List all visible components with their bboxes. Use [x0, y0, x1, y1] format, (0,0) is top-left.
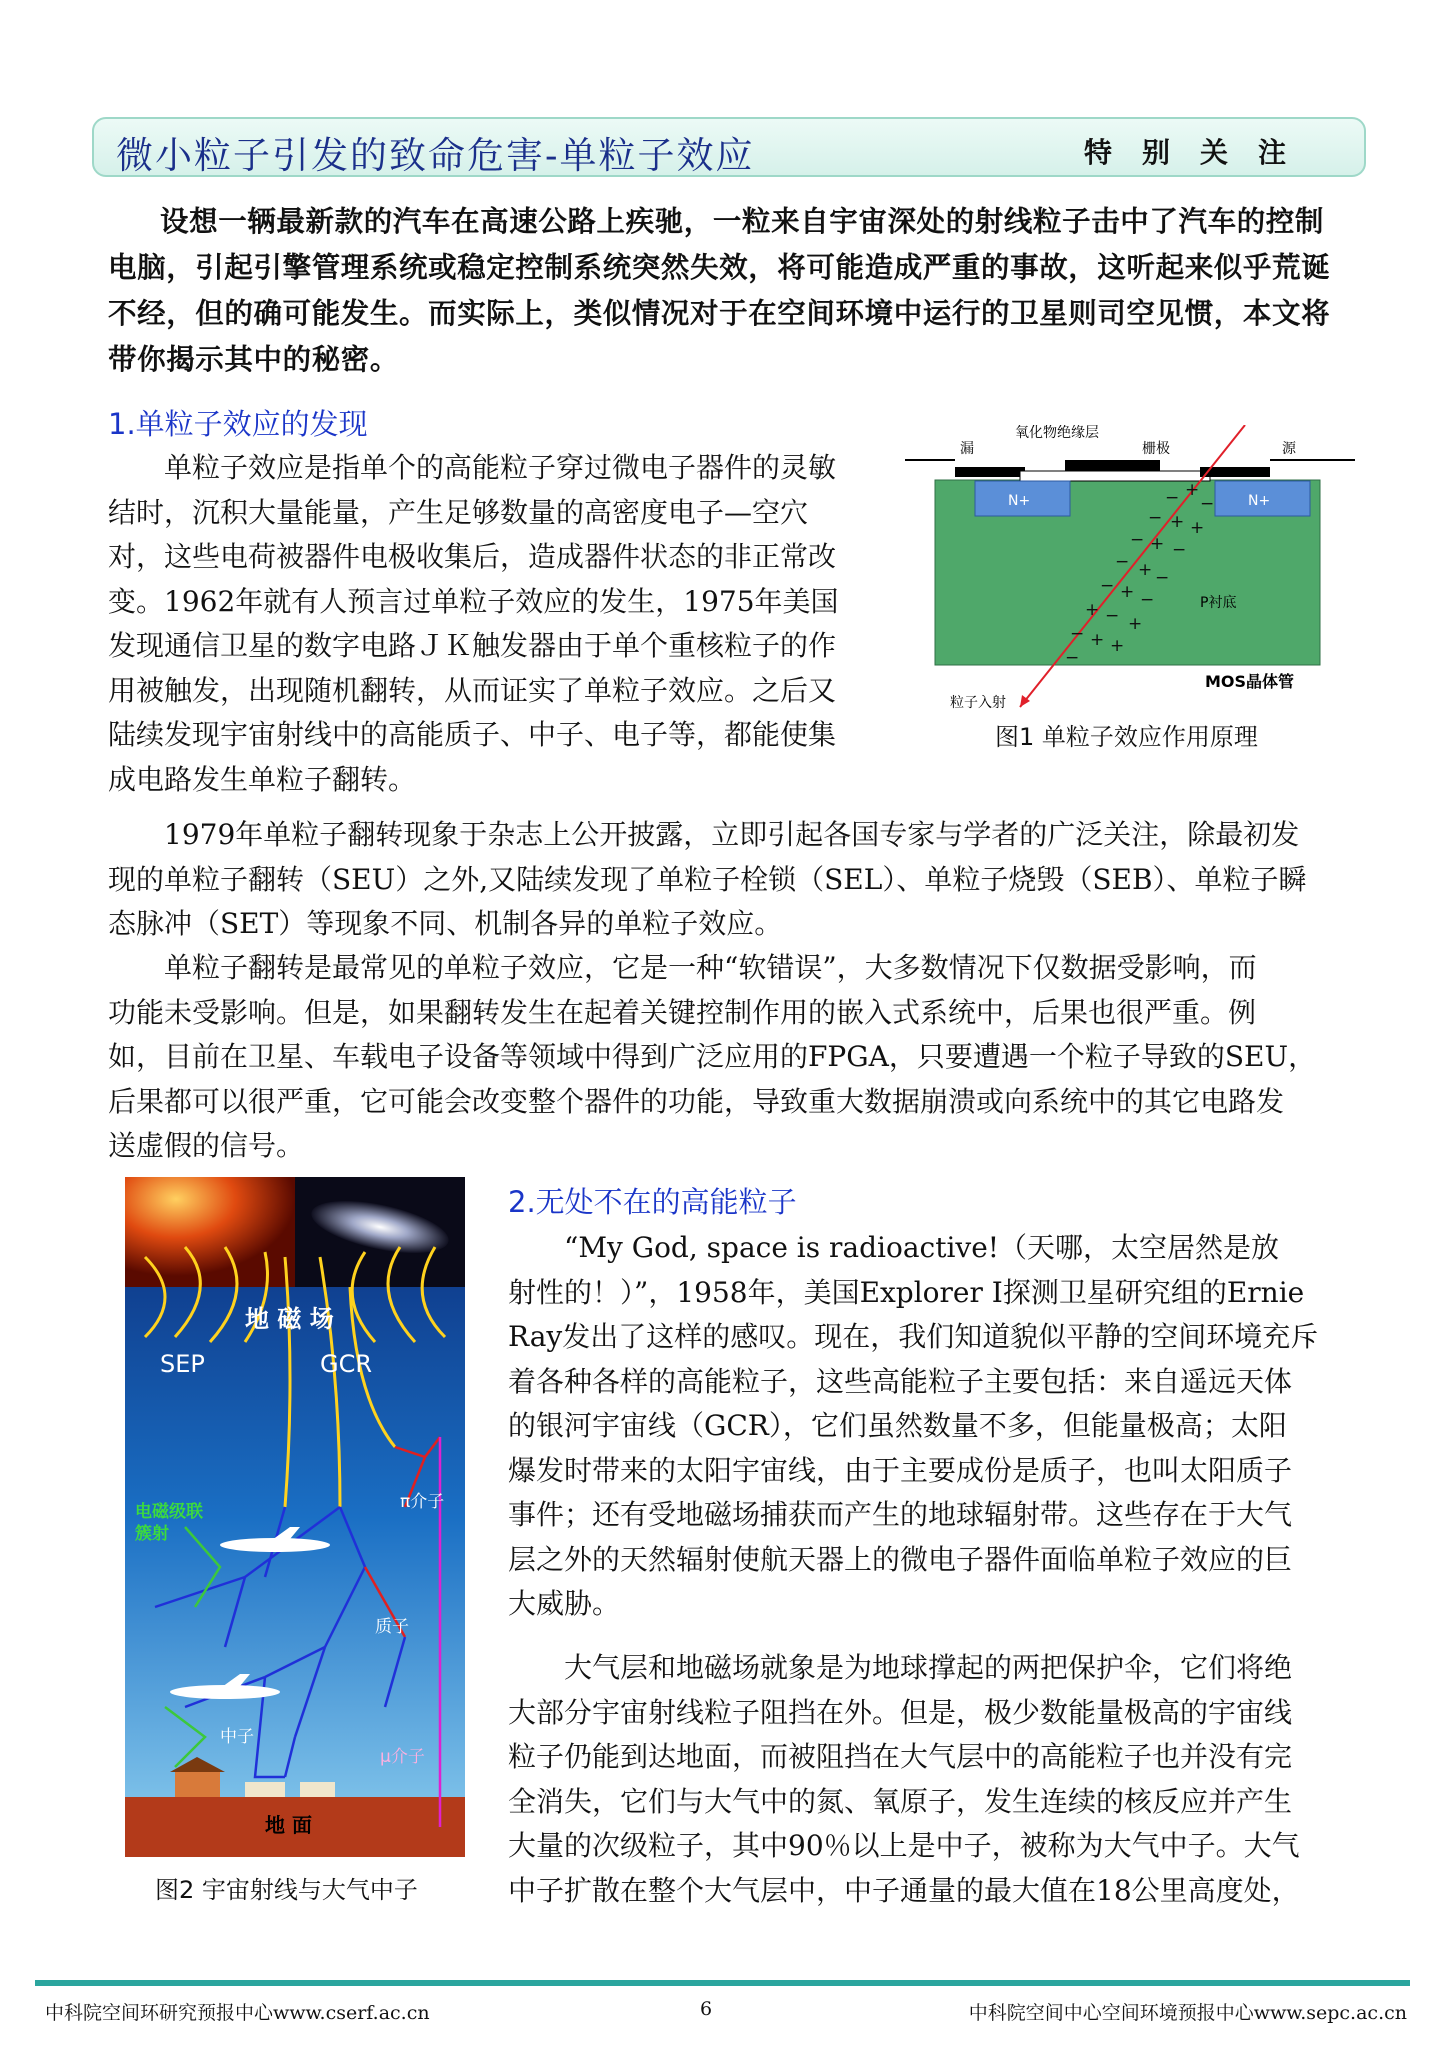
text-line: 单粒子效应是指单个的高能粒子穿过微电子器件的灵敏 [164, 451, 837, 484]
cosmic-svg [125, 1177, 465, 1857]
text-line: 对，这些电荷被器件电极收集后，造成器件状态的非正常改 [108, 540, 837, 573]
text-line: 层之外的天然辐射使航天器上的微电子器件面临单粒子效应的巨 [508, 1542, 1293, 1576]
svg-text:−: − [1165, 488, 1180, 508]
text-line: 大威胁。 [508, 1587, 621, 1620]
text-line: 成电路发生单粒子翻转。 [108, 762, 417, 796]
text-line: 如，目前在卫星、车载电子设备等领域中得到广泛应用的FPGA，只要遭遇一个粒子导致的SEU， [108, 1040, 1317, 1073]
footer-right-link[interactable]: 中科院空间中心空间环境预报中心www.sepc.ac.cn [968, 2002, 1407, 2024]
page-title: 微小粒子引发的致命危害-单粒子效应 [116, 134, 755, 177]
text-line: 射性的！）”，1958年，美国Explorer I探测卫星研究组的Ernie [508, 1275, 1305, 1309]
label-n-left: N+ [1008, 493, 1031, 509]
section1-paragraph2 [108, 813, 1358, 947]
svg-text:−: − [1140, 590, 1155, 610]
intro-line: 带你揭示其中的秘密。 [108, 342, 400, 376]
svg-text:+: + [1170, 512, 1185, 532]
text-line: 大部分宇宙射线粒子阻挡在外。但是，极少数能量极高的宇宙线 [508, 1695, 1293, 1729]
label-cascade-1: 电磁级联 [135, 1502, 203, 1522]
svg-text:−: − [1065, 648, 1080, 668]
footer-left-link[interactable]: 中科院空间环研究预报中心www.cserf.ac.cn [45, 2002, 430, 2024]
section1-paragraph [108, 446, 898, 802]
svg-text:+: + [1150, 534, 1165, 554]
label-muon: μ介子 [380, 1747, 425, 1767]
svg-text:+: + [1110, 636, 1125, 656]
mos-svg [900, 425, 1360, 715]
label-gate: 栅极 [1142, 441, 1170, 457]
intro-line: 设想一辆最新款的汽车在高速公路上疾驰，一粒来自宇宙深处的射线粒子击中了汽车的控制 [160, 204, 1325, 238]
label-proton: 质子 [375, 1617, 409, 1637]
svg-text:−: − [1115, 552, 1130, 572]
text-line: 功能未受影响。但是，如果翻转发生在起着关键控制作用的嵌入式系统中，后果也很严重。例 [108, 995, 1257, 1029]
text-line: 现的单粒子翻转（SEU）之外,又陆续发现了单粒子栓锁（SEL）、单粒子烧毁（SEB）、单粒子瞬 [108, 862, 1307, 896]
text-line: 结时，沉积大量能量，产生足够数量的高密度电子—空穴 [108, 495, 809, 529]
label-sep: SEP [160, 1350, 205, 1378]
svg-text:+: + [1138, 560, 1153, 580]
label-substrate: P衬底 [1200, 595, 1237, 611]
intro-paragraph [108, 198, 1358, 382]
section1-paragraph3 [108, 946, 1358, 1169]
oxide-layer [1020, 471, 1210, 481]
text-line: 爆发时带来的太阳宇宙线，由于主要成份是质子，也叫太阳质子 [508, 1453, 1293, 1487]
label-oxide: 氧化物绝缘层 [1015, 425, 1099, 441]
svg-text:−: − [1172, 540, 1187, 560]
label-cascade-2: 簇射 [135, 1524, 169, 1544]
svg-text:+: + [1185, 480, 1200, 500]
svg-text:+: + [1085, 600, 1100, 620]
label-mos: MOS晶体管 [1205, 672, 1295, 691]
page-number: 6 [700, 1998, 713, 2020]
label-neutron: 中子 [220, 1727, 254, 1747]
section2-paragraph2 [508, 1646, 1358, 1913]
text-line: 事件；还有受地磁场捕获而产生的地球辐射带。这些存在于大气 [508, 1498, 1293, 1531]
text-line: “My God, space is radioactive!（天哪，太空居然是放 [564, 1231, 1280, 1264]
text-line: 陆续发现宇宙射线中的高能质子、中子、电子等，都能使集 [108, 718, 837, 751]
section2-heading: 2.无处不在的高能粒子 [508, 1185, 797, 1219]
label-pion: π介子 [400, 1492, 445, 1512]
text-line: 1979年单粒子翻转现象于杂志上公开披露，立即引起各国专家与学者的广泛关注，除最初发 [164, 818, 1300, 851]
label-particle: 粒子入射 [950, 695, 1006, 711]
text-line: 大量的次级粒子，其中90％以上是中子，被称为大气中子。大气 [508, 1829, 1300, 1862]
figure1-caption: 图1 单粒子效应作用原理 [995, 723, 1258, 751]
text-line: 的银河宇宙线（GCR），它们虽然数量不多，但能量极高；太阳 [508, 1409, 1287, 1442]
text-line: 全消失，它们与大气中的氮、氧原子，发生连续的核反应并产生 [508, 1784, 1293, 1818]
svg-text:−: − [1200, 494, 1215, 514]
text-line: 后果都可以很严重，它可能会改变整个器件的功能，导致重大数据崩溃或向系统中的其它电路发 [108, 1084, 1285, 1118]
svg-text:−: − [1070, 624, 1085, 644]
text-line: 粒子仍能到达地面，而被阻挡在大气层中的高能粒子也并没有完 [508, 1740, 1293, 1773]
figure2-cosmic-ray-illustration [125, 1177, 465, 1857]
text-line: 送虚假的信号。 [108, 1129, 305, 1162]
label-ground: 地 面 [265, 1813, 312, 1837]
text-line: 单粒子翻转是最常见的单粒子效应，它是一种“软错误”，大多数情况下仅数据受影响，而 [164, 951, 1257, 984]
header-banner [92, 117, 1366, 177]
label-n-right: N+ [1248, 493, 1271, 509]
label-source: 源 [1282, 441, 1296, 457]
section2-paragraph [508, 1226, 1358, 1627]
text-line: 着各种各样的高能粒子，这些高能粒子主要包括：来自遥远天体 [508, 1364, 1293, 1398]
text-line: 变。1962年就有人预言过单粒子效应的发生，1975年美国 [108, 584, 839, 618]
svg-text:+: + [1128, 614, 1143, 634]
intro-line: 不经，但的确可能发生。而实际上，类似情况对于在空间环境中运行的卫星则司空见惯，本文将 [108, 296, 1331, 330]
svg-text:−: − [1155, 568, 1170, 588]
footer-divider [35, 1980, 1410, 1986]
svg-text:−: − [1100, 576, 1115, 596]
section1-heading: 1.单粒子效应的发现 [108, 407, 368, 441]
svg-text:−: − [1148, 508, 1163, 528]
figure1-mos-diagram [900, 425, 1360, 715]
intro-line: 电脑，引起引擎管理系统或稳定控制系统突然失效，将可能造成严重的事故，这听起来似乎荒诞 [108, 250, 1331, 284]
text-line: 态脉冲（SET）等现象不同、机制各异的单粒子效应。 [108, 907, 783, 940]
sun-image [125, 1177, 295, 1287]
svg-text:+: + [1090, 630, 1105, 650]
figure2-caption: 图2 宇宙射线与大气中子 [155, 1876, 418, 1904]
label-drain: 漏 [960, 441, 974, 457]
text-line: 用被触发，出现随机翻转，从而证实了单粒子效应。之后又 [108, 673, 837, 707]
drain-contact [955, 467, 1025, 477]
label-field: 地 磁 场 [245, 1305, 334, 1333]
svg-text:+: + [1190, 518, 1205, 538]
text-line: 大气层和地磁场就象是为地球撑起的两把保护伞，它们将绝 [564, 1651, 1293, 1684]
svg-text:+: + [1120, 582, 1135, 602]
text-line: 中子扩散在整个大气层中，中子通量的最大值在18公里高度处， [508, 1873, 1300, 1907]
svg-text:−: − [1105, 606, 1120, 626]
section-tag: 特别关注 [1083, 136, 1316, 169]
text-line: Ray发出了这样的感叹。现在，我们知道貌似平静的空间环境充斥 [508, 1320, 1319, 1353]
label-gcr: GCR [320, 1350, 373, 1378]
gate-contact [1065, 460, 1160, 471]
text-line: 发现通信卫星的数字电路ＪＫ触发器由于单个重核粒子的作 [108, 629, 837, 662]
svg-text:−: − [1130, 530, 1145, 550]
